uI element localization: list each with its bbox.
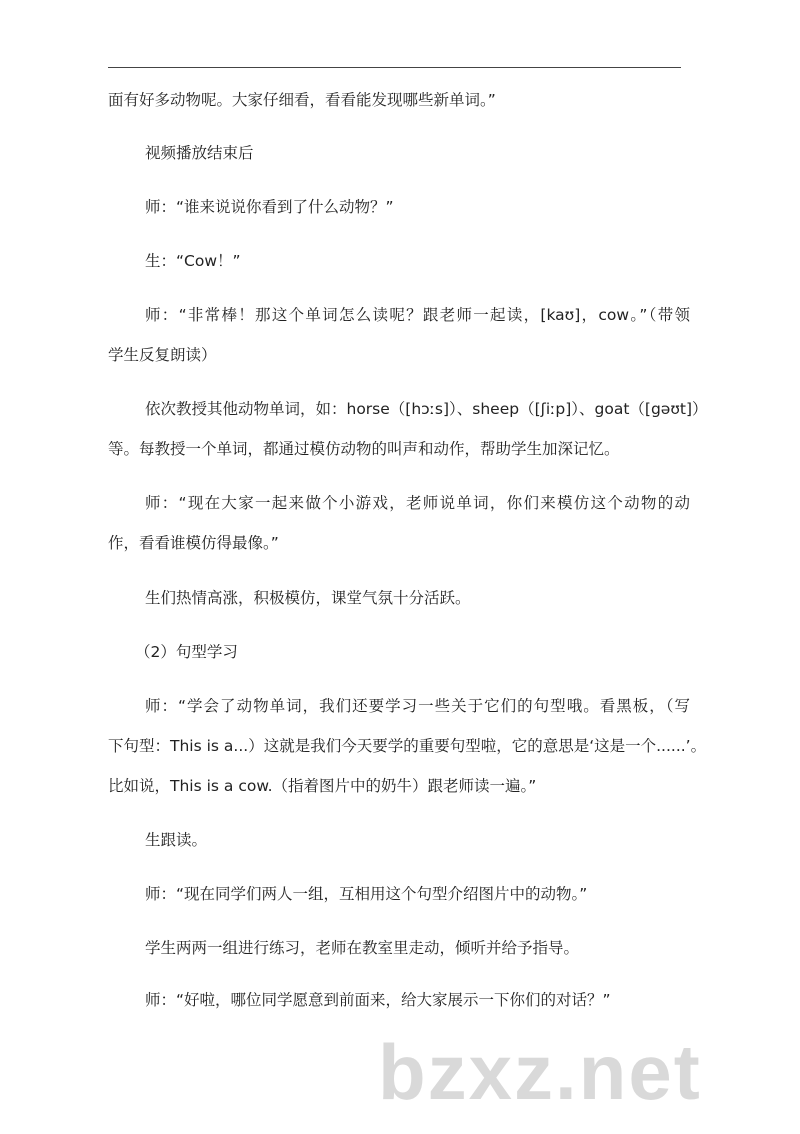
- paragraph-line: 依次教授其他动物单词，如：horse（[hɔːs]）、sheep（[ʃiːp]）、goat（[gəʊt]）: [145, 400, 708, 418]
- paragraph-line: 下句型：This is a...）这就是我们今天要学的重要句型啦，它的意思是‘这是一个......’。: [108, 737, 707, 755]
- paragraph-line: 等。每教授一个单词，都通过模仿动物的叫声和动作，帮助学生加深记忆。: [108, 440, 620, 458]
- paragraph-line: 师：“学会了动物单词，我们还要学习一些关于它们的句型哦。看黑板，（写: [145, 697, 690, 715]
- watermark: bzxz.net: [378, 1028, 702, 1116]
- paragraph-line: 师：“好啦，哪位同学愿意到前面来，给大家展示一下你们的对话？”: [145, 991, 611, 1009]
- header-rule: [108, 67, 681, 68]
- paragraph-line: 生：“Cow！”: [145, 252, 241, 270]
- paragraph-line: 生们热情高涨，积极模仿，课堂气氛十分活跃。: [145, 589, 471, 607]
- paragraph-line: 师：“谁来说说你看到了什么动物？”: [145, 198, 394, 216]
- paragraph-line: 师：“现在同学们两人一组，互相用这个句型介绍图片中的动物。”: [145, 885, 588, 903]
- paragraph-line: 师：“非常棒！那这个单词怎么读呢？跟老师一起读，[kaʊ]，cow。”（带领: [145, 306, 690, 324]
- paragraph-line: 学生两两一组进行练习，老师在教室里走动，倾听并给予指导。: [145, 939, 580, 957]
- paragraph-line: 比如说，This is a cow.（指着图片中的奶牛）跟老师读一遍。”: [108, 777, 537, 795]
- paragraph-line: 学生反复朗读）: [108, 346, 217, 364]
- paragraph-line: 生跟读。: [145, 831, 208, 849]
- paragraph-line: 师：“现在大家一起来做个小游戏，老师说单词，你们来模仿这个动物的动: [145, 494, 690, 512]
- paragraph-line: 作，看看谁模仿得最像。”: [108, 534, 279, 552]
- paragraph-line: 面有好多动物呢。大家仔细看，看看能发现哪些新单词。”: [108, 91, 496, 109]
- section-heading: （2）句型学习: [135, 643, 238, 661]
- paragraph-line: 视频播放结束后: [145, 144, 254, 162]
